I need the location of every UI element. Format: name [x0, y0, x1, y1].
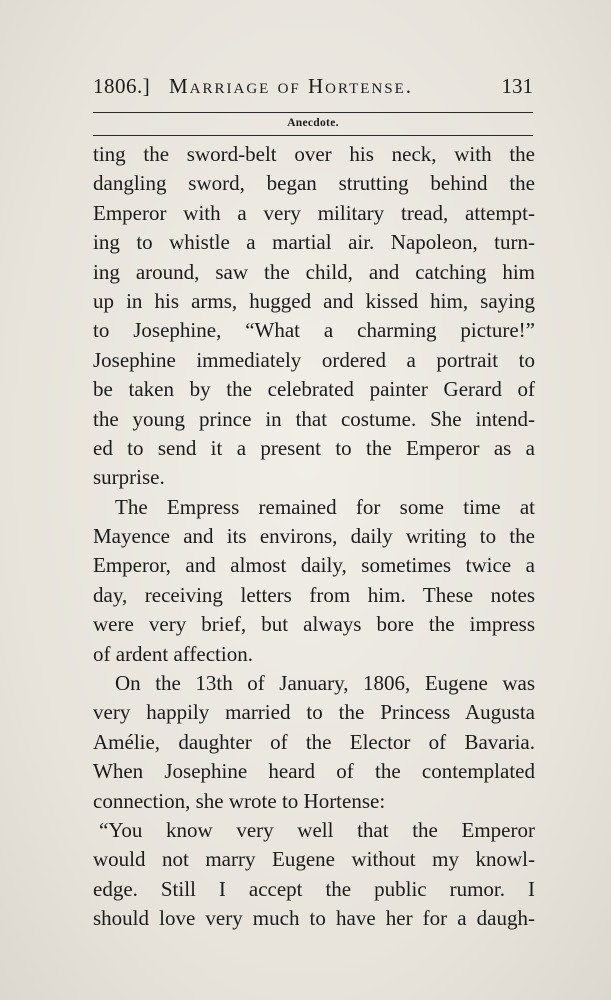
text-line: The Empress remained for some time at: [115, 494, 535, 519]
text-line: day, receiving letters from him. These notes: [93, 582, 535, 607]
header-title: Marriage of Hortense.: [169, 74, 414, 98]
text-line: “You know very well that the Emperor: [99, 817, 535, 842]
text-line: were very brief, but always bore the impress: [93, 612, 535, 637]
text-line: surprise.: [93, 465, 165, 490]
text-line: ing around, saw the child, and catching him: [93, 259, 535, 284]
body-text: [93, 140, 535, 934]
text-line: ting the sword-belt over his neck, with the: [93, 142, 535, 166]
text-line: edge. Still I accept the public rumor. I: [93, 876, 535, 901]
text-line: would not marry Eugene without my knowl-: [93, 847, 535, 872]
text-line: the young prince in that costume. She intend-: [93, 406, 535, 431]
text-line: should love very much to have her for a daugh-: [93, 906, 535, 931]
text-line: very happily married to the Princess Augusta: [93, 700, 535, 725]
text-line: dangling sword, began strutting behind the: [93, 171, 535, 196]
header-rule-top: [93, 112, 533, 113]
text-line: Emperor with a very military tread, attempt-: [93, 200, 535, 225]
header-rule-bottom: [93, 135, 533, 136]
text-line: of ardent affection.: [93, 641, 253, 666]
text-line: Josephine immediately ordered a portrait to: [93, 347, 535, 372]
header-year: 1806.]: [93, 74, 151, 98]
text-line: Emperor, and almost daily, sometimes twice a: [93, 553, 535, 578]
text-line: When Josephine heard of the contemplated: [93, 759, 535, 784]
section-subheading: Anecdote.: [287, 117, 339, 129]
text-line: connection, she wrote to Hortense:: [93, 788, 386, 813]
text-line: Amélie, daughter of the Elector of Bavaria.: [93, 729, 535, 754]
text-line: ing to whistle a martial air. Napoleon, turn-: [93, 230, 535, 255]
text-line: to Josephine, “What a charming picture!”: [93, 318, 535, 343]
text-line: ed to send it a present to the Emperor as a: [93, 435, 535, 460]
text-line: up in his arms, hugged and kissed him, saying: [93, 288, 535, 313]
running-header: [93, 74, 533, 104]
page-number: 131: [501, 74, 533, 98]
text-line: be taken by the celebrated painter Gerard of: [93, 377, 535, 402]
text-line: Mayence and its environs, daily writing to the: [93, 524, 535, 549]
text-line: On the 13th of January, 1806, Eugene was: [115, 671, 535, 696]
